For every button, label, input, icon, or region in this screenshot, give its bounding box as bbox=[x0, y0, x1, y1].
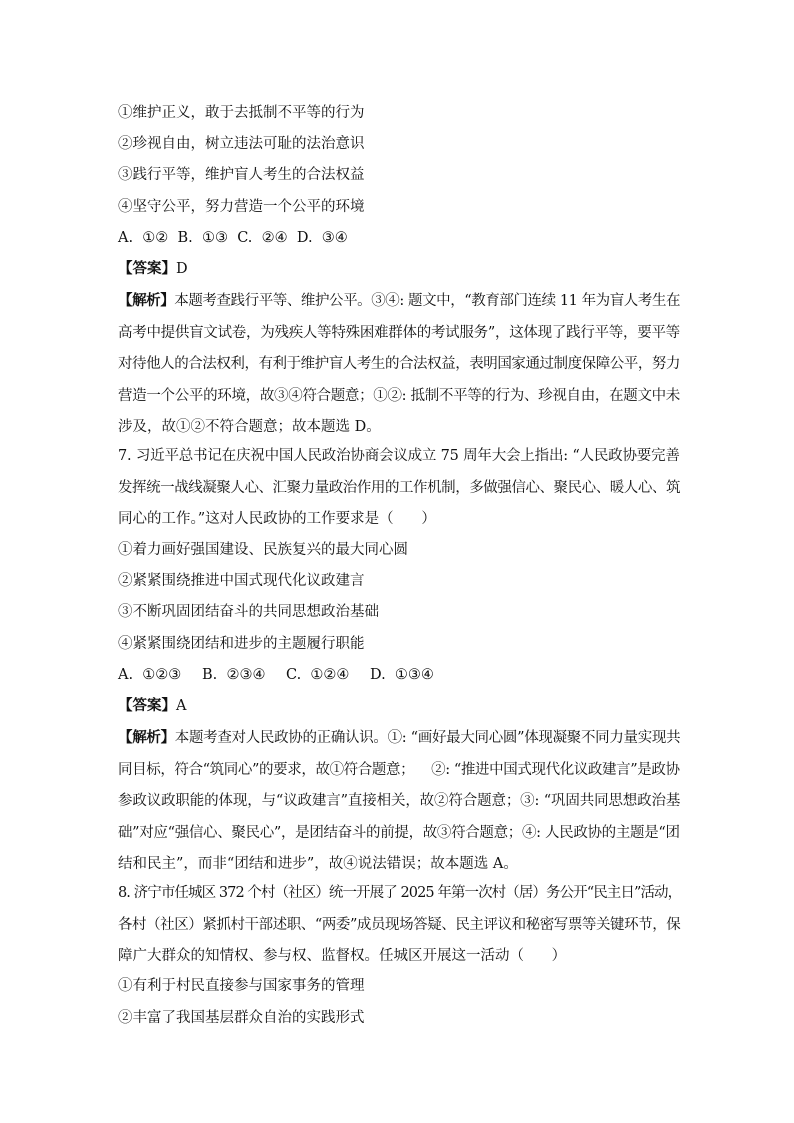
q6-statement-2: ②珍视自由，树立违法可耻的法治意识 bbox=[118, 136, 365, 152]
analysis-tag: 【解析】 bbox=[118, 292, 175, 309]
q7-statement-1: ①着力画好强国建设、民族复兴的最大同心圆 bbox=[118, 542, 408, 558]
analysis-line: 参政议政职能的体现，与“议政建言”直接相关，故②符合题意；③: “巩固共同思想政治基 bbox=[118, 793, 681, 809]
analysis-line: 结和民主”，而非“团结和进步”，故④说法错误；故本题选 A。 bbox=[118, 856, 518, 872]
analysis-line: 【解析】本题考查践行平等、维护公平。③④: 题文中，“教育部门连续 11 年为盲人考生在 bbox=[118, 292, 681, 309]
answer-tag: 【答案】 bbox=[118, 260, 176, 277]
q6-answer bbox=[118, 259, 188, 279]
answer-tag: 【答案】 bbox=[118, 697, 176, 714]
analysis-line: 础”对应“强信心、聚民心”，是团结奋斗的前提，故③符合题意；④: 人民政协的主题是“团 bbox=[118, 824, 680, 841]
answer-value: D bbox=[176, 261, 188, 277]
q6-statement-3: ③践行平等，维护盲人考生的合法权益 bbox=[118, 167, 365, 183]
option-c: C. ①②④ bbox=[286, 667, 350, 683]
option-a: A. ①②③ bbox=[118, 667, 182, 683]
option-d: D. ①③④ bbox=[370, 667, 434, 683]
q7-stem bbox=[118, 441, 680, 536]
option-b: B. ②③④ bbox=[202, 667, 266, 683]
analysis-line: 涉及，故①②不符合题意；故本题选 D。 bbox=[118, 419, 381, 435]
q7-statement-4: ④紧紧围绕团结和进步的主题履行职能 bbox=[118, 636, 365, 652]
analysis-line: 高考中提供盲文试卷，为残疾人等特殊困难群体的考试服务”，这体现了践行平等，要平等 bbox=[118, 324, 680, 341]
stem-line: 各村（社区）紧抓村干部述职、“两委”成员现场答疑、民主评议和秘密写票等关键环节，保 bbox=[118, 916, 681, 933]
q7-options bbox=[118, 665, 434, 685]
analysis-line: 同目标，符合“筑同心”的要求，故①符合题意； ②: “推进中国式现代化议政建言”是政协 bbox=[118, 761, 680, 778]
q6-analysis bbox=[118, 285, 680, 444]
q8-statement-1: ①有利于村民直接参与国家事务的管理 bbox=[118, 978, 365, 994]
stem-line: 障广大群众的知情权、参与权、监督权。任城区开展这一活动（ ） bbox=[118, 948, 567, 964]
stem-line: 同心的工作。”这对人民政协的工作要求是（ ） bbox=[118, 511, 436, 527]
stem-line: 发挥统一战线凝聚人心、汇聚力量政治作用的工作机制，多做强信心、聚民心、暖人心、筑 bbox=[118, 479, 680, 496]
q6-options: A. ①② B. ①③ C. ②④ D. ③④ bbox=[118, 230, 348, 246]
q8-stem bbox=[118, 878, 680, 973]
q7-analysis bbox=[118, 722, 680, 881]
q8-statement-2: ②丰富了我国基层群众自治的实践形式 bbox=[118, 1010, 365, 1026]
q7-answer bbox=[118, 696, 186, 716]
analysis-tag: 【解析】 bbox=[118, 729, 175, 746]
analysis-line: 营造一个公平的环境，故③④符合题意；①②: 抵制不平等的行为、珍视自由，在题文中未 bbox=[118, 387, 680, 404]
q7-statement-2: ②紧紧围绕推进中国式现代化议政建言 bbox=[118, 573, 365, 589]
analysis-line: 对待他人的合法权利，有利于维护盲人考生的合法权益，表明国家通过制度保障公平，努力 bbox=[118, 356, 680, 372]
q6-statement-1: ①维护正义，敢于去抵制不平等的行为 bbox=[118, 105, 365, 121]
analysis-line: 【解析】本题考查对人民政协的正确认识。①: “画好最大同心圆”体现凝聚不同力量实现共 bbox=[118, 729, 681, 746]
q7-statement-3: ③不断巩固团结奋斗的共同思想政治基础 bbox=[118, 604, 379, 620]
answer-value: A bbox=[176, 698, 187, 714]
stem-line: 7. 习近平总书记在庆祝中国人民政治协商会议成立 75 周年大会上指出: “人民政协要完善 bbox=[118, 448, 680, 464]
q6-statement-4: ④坚守公平，努力营造一个公平的环境 bbox=[118, 199, 365, 215]
stem-line: 8. 济宁市任城区 372 个村（社区）统一开展了 2025 年第一次村（居）务公开“民主日”活动， bbox=[118, 885, 682, 901]
